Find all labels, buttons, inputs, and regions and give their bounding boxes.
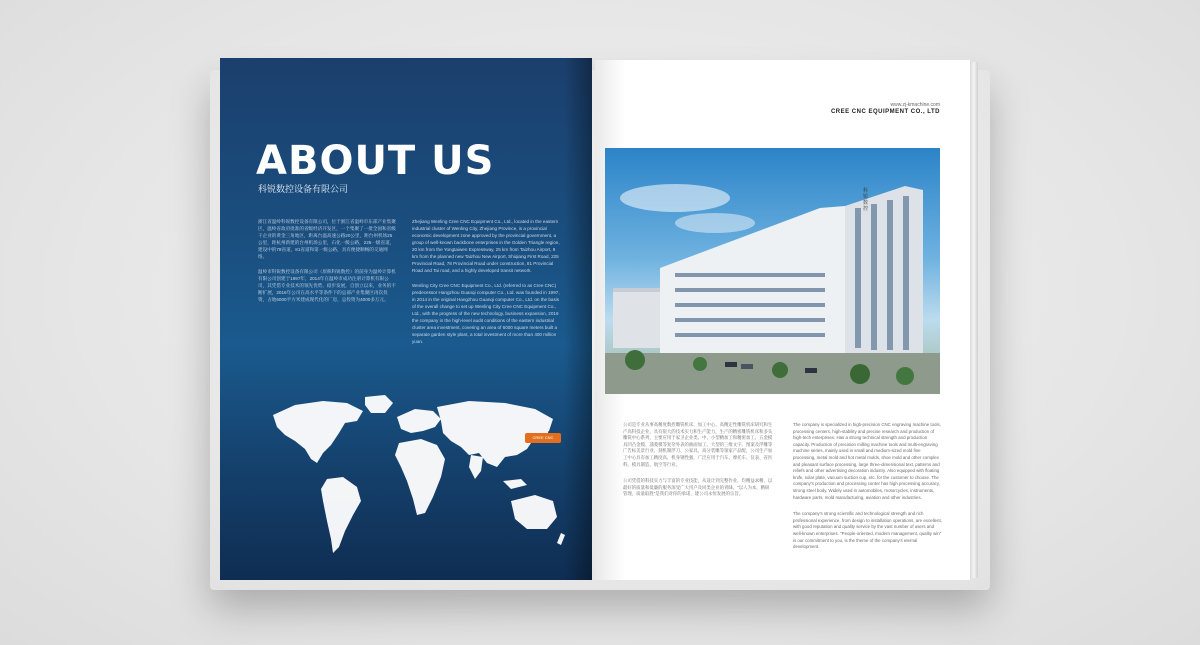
small-building: [613, 288, 668, 348]
about-us-title: ABOUT US: [256, 138, 495, 184]
location-badge-label: CREE CNC: [532, 435, 554, 440]
map-south-america: [321, 477, 361, 553]
cloud: [675, 213, 755, 233]
tree: [896, 367, 914, 385]
left-cn-column: [258, 218, 396, 311]
left-cn-para-2: 温岭市科锐数控设备有限公司（原称科锐数控）的前身为温岭计算机有限公司创建于1997年，2014年在温岭市成功注册计算机有限公司，其凭借专业技术的领先优势，稳步发展，自创立以来，业务的不断扩展，2016年公司在高水平等条件下的总部产业集聚区再次投资，占地6000平方米建成现代化的厂房，总投资为4000多万元。: [258, 269, 396, 302]
website-url: www.zj-kmachine.com: [890, 102, 940, 108]
location-badge: [525, 433, 561, 443]
left-page: [220, 58, 592, 580]
car: [725, 362, 737, 367]
left-en-para-1: Zhejiang Wenling Cree CNC Equipment Co., Ltd., located in the eastern industrial cluster of Wenling City, Zhejiang Province, is a provincial economic development zone approved by the provincial government, a group of well-known backbone enterprises in the Golden Triangle region, 20 km from the Yongtaiwen Expressway, 25 km from Taizhou Airport, 8 km from the planned new Taizhou New Airport, Shiqiang First Road, 225 Provincial Road, 78 Provincial Road under construction, 81 Provincial Road and Tai road, and a highly developed transit network.: [412, 219, 560, 273]
right-en-column: [793, 422, 943, 561]
right-page: [595, 60, 970, 580]
right-cn-para-1: 公司是专业从事高精度数控雕铣机床、加工中心、高精定性雕铣机床研究和生产高科技企业，具有很大的技术实力和生产能力，生产的精密雕铣机床和多头雕铣中心系列，主要应用于家卫企业类、中、小型精加工和精密加工、五金模具凹凸金模、浦菱模等复杂外表的曲面加工、大型的三维文字、图案及浮雕等广告标美景行业、刻机制浮刀、公家具、高分装雕等领家产品配，公司生产加工中心具有加工精度高、机身钢性强，广泛应用于汽车、摩托车、仪表、省医料、模具制造、航空等行业。: [623, 422, 773, 467]
cloud: [620, 184, 730, 212]
right-en-para-2: The company's strong scientific and technological strength and rich professional experience, from design to installation operations, are excellent, with good reputation and quality service by the vast number of users and well-known enterprises. "People-oriented, modern management, quality win" is our commitment to you, is the theme of the company's eternal development.: [793, 511, 942, 550]
map-greenland: [365, 395, 393, 413]
world-map: [265, 393, 570, 568]
ground: [605, 353, 940, 394]
left-en-para-2: Wenling City Cree CNC Equipment Co., Ltd. (referred to as Cree CNC) predecessor Hangzhou Guanqi computer Co., Ltd. was founded in 1997, in 2014 in the original Hangzhou Guanqi computer Co., Ltd. on the basis of the overall change to set up Wenling City Cree CNC Equipment Co., Ltd., with the progress of the new technology, business expansion, 2016 the company in the high-level audit conditions of the eastern industrial cluster area investment, covering an area of 6000 square meters built a separate garden style plant, a total investment of more than 400 million yuan.: [412, 283, 560, 344]
right-cn-column: [623, 422, 773, 508]
page-stack-edge: [970, 62, 978, 578]
company-name-cn: 科锐数控设备有限公司: [258, 184, 349, 194]
tree: [850, 364, 870, 384]
left-en-column: [412, 218, 562, 353]
map-india: [469, 455, 483, 479]
factory-building-illustration: [605, 148, 940, 394]
map-africa: [395, 439, 445, 515]
map-australia: [511, 495, 557, 529]
company-name-en: CREE CNC EQUIPMENT CO., LTD: [830, 109, 940, 115]
car: [805, 368, 817, 373]
left-cn-para-1: 浙江省温岭科锐数控设备有限公司，位于浙江省温岭市东部产业集聚区，温岭省政府批准的省级经济开发区，一个集聚了一批全国和省级干企业的黄金三角地区，距离台温高速公路20公里，距台州机场25公里，距杭州新建的台州机场公里，石化一级公路，225一级省道，建设中的78省道，81省道和第一级公路，具有便捷顺畅的交通网络。: [258, 219, 396, 259]
building-sign: 科锐数控: [863, 188, 869, 212]
tree: [772, 362, 788, 378]
right-cn-para-2: 公司凭借的科技实力与丰富的专业技能，从设计到完整作业，均精益求精，以最好的质量和低廉的服务深受广大用户及同类企业的青睐，"以人为本，精研管理，质量取胜"是我们对你的承诺，建公司永恒发展的宗旨。: [623, 478, 773, 497]
tree: [693, 357, 707, 371]
map-europe: [397, 409, 441, 433]
car: [741, 364, 753, 369]
map-new-zealand: [557, 533, 565, 545]
factory-photo: [605, 148, 940, 394]
map-north-america: [273, 401, 363, 463]
tree: [625, 350, 645, 370]
right-en-para-1: The company is specialized in high-precision CNC engraving machine tools, processing centers, high-stability and precise research and production of high-tech enterprises. Has a strong technical strength and production capacity. Production of precision milling machine tools and multi-engraving machine series, mainly used in small and medium-sized mold fine processing, metal mold and hot metal molds, shoe mold and other complex and pleasant surface processing, large three-dimensional text, patterns and reliefs and other advertising decoration industry. Also equipped with floating knife, solar plate, vacuum suction cup, etc. for the customer to choose. The company's production and processing center has high processing accuracy, strong steel body. Widely used in automobiles, motorcycles, instruments, hardware parts, mold manufacturing, aviation and other industries.: [793, 422, 941, 500]
map-indonesia: [503, 479, 527, 489]
